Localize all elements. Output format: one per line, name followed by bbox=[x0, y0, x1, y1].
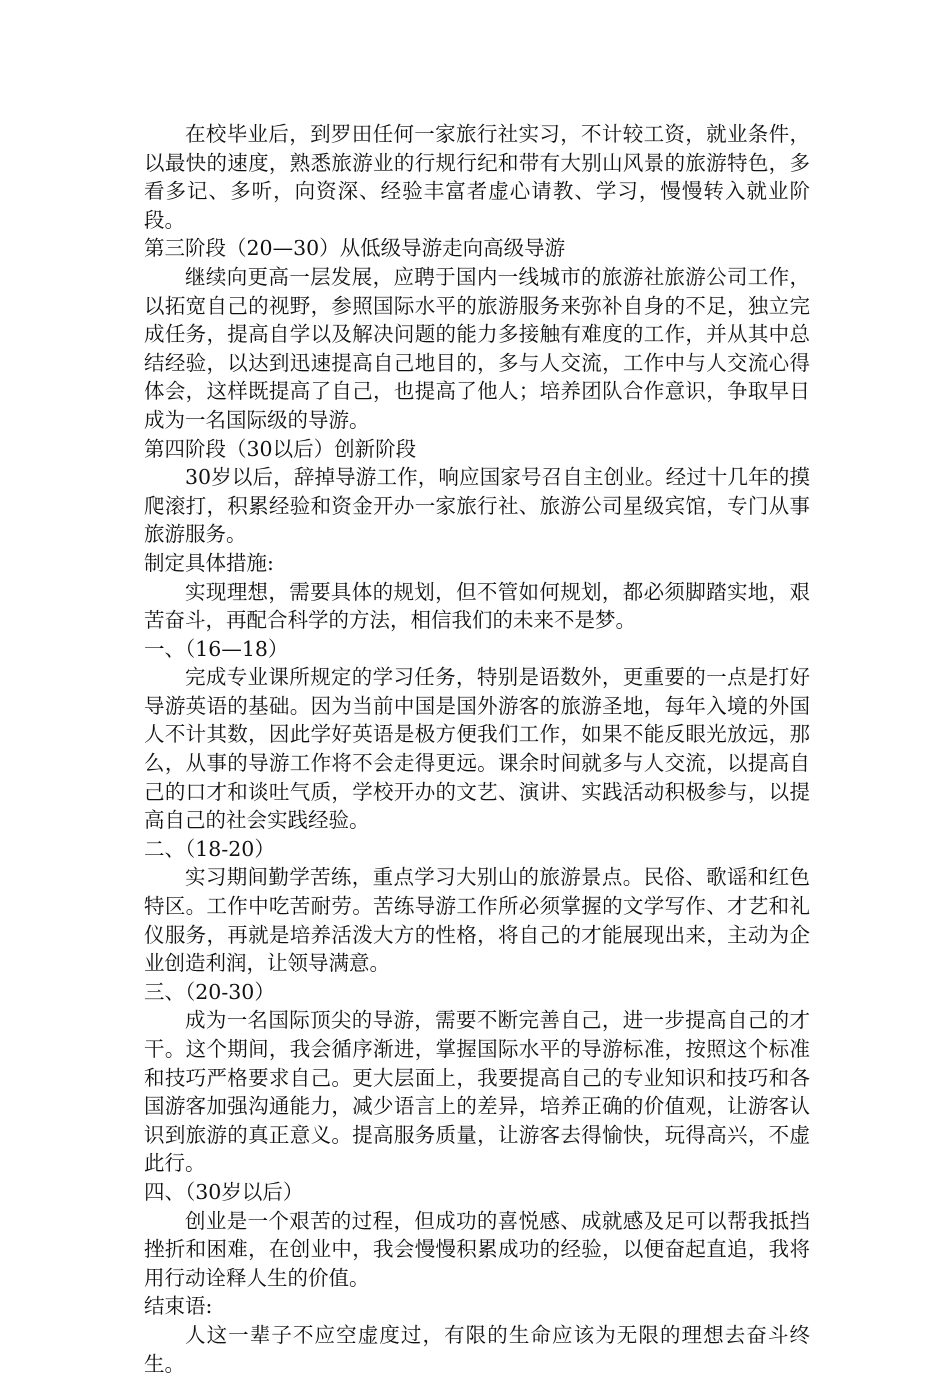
paragraph-measure-four: 创业是一个艰苦的过程，但成功的喜悦感、成就感及足可以帮我抵挡挫折和困难，在创业中，我会慢慢积累成功的经验，以便奋起直追，我将用行动诠释人生的价值。 bbox=[144, 1208, 810, 1290]
paragraph-measure-three: 成为一名国际顶尖的导游，需要不断完善自己，进一步提高自己的才干。这个期间，我会循序渐进，掌握国际水平的导游标准，按照这个标准和技巧严格要求自己。更大层面上，我要提高自己的专业知识和技巧和各国游客加强沟通能力，减少语言上的差异，培养正确的价值观，让游客认识到旅游的真正意义。提高服务质量，让游客去得愉快，玩得高兴，不虚此行。 bbox=[144, 1008, 810, 1176]
paragraph-stage-three: 继续向更高一层发展，应聘于国内一线城市的旅游社旅游公司工作，以拓宽自己的视野，参照国际水平的旅游服务来弥补自身的不足，独立完成任务，提高自学以及解决问题的能力多接触有难度的工作，并从其中总结经验，以达到迅速提高自己地目的，多与人交流，工作中与人交流心得体会，这样既提高了自己，也提高了他人；培养团队合作意识，争取早日成为一名国际级的导游。 bbox=[144, 264, 810, 432]
heading-measures: 制定具体措施: bbox=[144, 550, 274, 575]
heading-stage-four: 第四阶段（30以后）创新阶段 bbox=[144, 436, 417, 461]
heading-measure-one: 一、（16—18） bbox=[144, 636, 289, 661]
paragraph-stage-four: 30岁以后，辞掉导游工作，响应国家号召自主创业。经过十几年的摸爬滚打，积累经验和资金开办一家旅行社、旅游公司星级宾馆，专门从事旅游服务。 bbox=[144, 465, 810, 547]
document-body bbox=[144, 120, 810, 1378]
heading-measure-four: 四、（30岁以后） bbox=[144, 1179, 304, 1204]
heading-measure-two: 二、（18-20） bbox=[144, 836, 275, 861]
paragraph-internship: 在校毕业后，到罗田任何一家旅行社实习，不计较工资，就业条件，以最快的速度，熟悉旅游业的行规行纪和带有大别山风景的旅游特色，多看多记、多听，向资深、经验丰富者虚心请教、学习，慢慢转入就业阶段。 bbox=[144, 122, 810, 232]
heading-stage-three: 第三阶段（20—30）从低级导游走向高级导游 bbox=[144, 236, 566, 261]
paragraph-measure-two: 实习期间勤学苦练，重点学习大别山的旅游景点。民俗、歌谣和红色特区。工作中吃苦耐劳。苦练导游工作所必须掌握的文学写作、才艺和礼仪服务，再就是培养活泼大方的性格，将自己的才能展现出来，主动为企业创造利润，让领导满意。 bbox=[144, 865, 810, 976]
paragraph-conclusion: 人这一辈子不应空虚度过，有限的生命应该为无限的理想去奋斗终生。 bbox=[144, 1322, 810, 1376]
heading-measure-three: 三、（20-30） bbox=[144, 979, 275, 1004]
paragraph-measures: 实现理想，需要具体的规划，但不管如何规划，都必须脚踏实地，艰苦奋斗，再配合科学的方法，相信我们的未来不是梦。 bbox=[144, 579, 810, 633]
paragraph-measure-one: 完成专业课所规定的学习任务，特别是语数外，更重要的一点是打好导游英语的基础。因为当前中国是国外游客的旅游圣地，每年入境的外国人不计其数，因此学好英语是极方便我们工作，如果不能反眼光放远，那么，从事的导游工作将不会走得更远。课余时间就多与人交流，以提高自己的口才和谈吐气质，学校开办的文艺、演讲、实践活动积极参与，以提高自己的社会实践经验。 bbox=[144, 665, 810, 833]
heading-conclusion: 结束语: bbox=[144, 1294, 213, 1319]
